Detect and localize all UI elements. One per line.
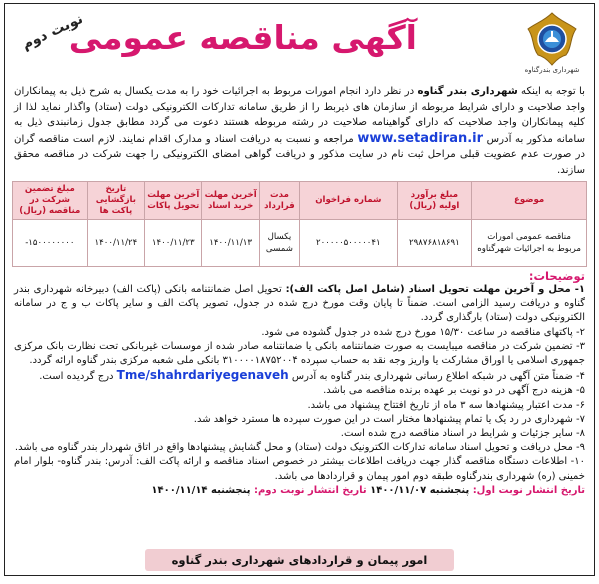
municipality-emblem-icon (523, 10, 581, 68)
publication-dates (12, 485, 585, 496)
second-publication-label: تاریخ انتشار نوبت دوم: (253, 484, 367, 496)
note-item (14, 455, 585, 483)
table-cell-estimate: ۲۹۸۷۶۸۱۸۶۹۱ (397, 220, 472, 267)
note-item (14, 368, 585, 384)
note-text: ۹- محل دریافت و تحویل اسناد سامانه تدارکات الکترونیک دولت (ستاد) و محل گشایش پیشنهادها واقع در اتاق شهردار بندر گناوه می باشد. (14, 442, 585, 454)
round-stamp: نوبت دوم (19, 10, 86, 54)
note-text: ۳- تضمین شرکت در مناقصه میبایست به صورت ضمانتنامه بانکی یا ضمانتنامه صادر شده از موسسات غیربانکی تحت نظارت بانک مرکزی جمهوری اسلامی یا اوراق مشارکت یا واریز وجه نقد به حساب سپرده ۳۱۰۰۰۰۱۸۷۵۲۰۰۴ بانکی ملی شعبه مرکزی بندر گناوه ارائه گردد. (14, 340, 585, 367)
intro-text-3: مراجعه و نسبت به دریافت اسناد و مدارک اقدام نمایند. لازم است مناقصه گران در صورت عدم عضویت قبلی مراحل ثبت نام در سایت مذکور و دریافت گواهی امضای الکترونیکی را جهت شرکت در مناقصه محقق سازند. (14, 133, 585, 176)
note-text: تحویل اصل ضمانتنامه بانکی (پاکت الف) دبیرخانه شهرداری بندر گناوه و دریافت رسید الزامی است. ضمناً تا پایان وقت مورخ درج شده در جدول، تصویر پاکت الف و سایر پاکات ب و ج در سامانه الکترونیکی دولت (ستاد) بارگذاری گردد. (14, 284, 585, 324)
table-header-cell: موضوع (472, 182, 587, 220)
intro-municipality-name: شهرداری بندر گناوه (417, 86, 518, 97)
notes-title: توضیحات: (528, 269, 585, 283)
municipality-logo (521, 10, 583, 80)
intro-text-2: در نظر دارد انجام امورات مربوط به اجرائیات خود را به مدت یکسال به شرح ذیل به پیمانکاران واجد صلاحیت و دارای شرایط مربوطه از سازمان های ذیربط را از طریق سامانه تدارکات الکترونیکی دولت (ستاد) واگذار نماید لذا از کلیه پیمانکاران واجد صلاحیت که دارای گواهینامه صلاحیت در رشته مربوطه هستند دعوت می گردد مطابق جدول زمانبندی ذیل به سامانه مذکور به آدرس (14, 86, 585, 145)
note-text: ۲- پاکتهای مناقصه در ساعت ۱۵/۳۰ مورخ درج شده در جدول گشوده می شود. (261, 326, 585, 338)
note-text-after: درج گردیده است. (39, 371, 117, 383)
note-item (14, 413, 585, 427)
tender-table (12, 181, 587, 267)
note-text: ۱۰- اطلاعات دستگاه مناقصه گذار جهت دریافت اطلاعات بیشتر در خصوص اسناد مناقصه و ارائه پاکت الف: آدرس: بندر گناوه- بلوار امام خمینی (ره) شهرداری بندرگناوه طبقه دوم امور پیمان و قراردادها می باشد. (14, 456, 585, 482)
note-text: ۶- مدت اعتبار پیشنهادها سه ۳ ماه از تاریخ افتتاح پیشنهاد می باشد. (307, 399, 585, 411)
table-cell-duration: یکسال شمسی (259, 220, 299, 267)
notes-list (14, 283, 585, 484)
table-header-row (13, 182, 587, 220)
setad-link[interactable]: www.setadiran.ir (357, 130, 484, 146)
table-cell-opening-date: ۱۴۰۰/۱۱/۲۴ (87, 220, 144, 267)
table-header-cell: تاریخ بازگشایی پاکت ها (87, 182, 144, 220)
table-header-cell: مبلغ تضمین شرکت در مناقصه (ریال) (13, 182, 88, 220)
tender-notice (4, 3, 595, 576)
note-text: ۵- هزینه درج آگهی در دو نوبت بر عهده برنده مناقصه می باشد. (323, 385, 585, 397)
note-item (14, 399, 585, 413)
note-text: ۸- سایر جزئیات و شرایط در اسناد مناقصه درج شده است. (340, 428, 585, 440)
table-header-cell: شماره فراخوان (300, 182, 398, 220)
table-header-cell: مدت قرارداد (259, 182, 299, 220)
footer-banner: امور پیمان و قراردادهای شهرداری بندر گناوه (145, 549, 454, 571)
note-text: ۷- شهرداری در رد یک یا تمام پیشنهادها مختار است در این صورت سپرده ها مسترد خواهد شد. (193, 413, 585, 425)
header (12, 10, 587, 84)
table-cell-subject: مناقصه عمومی امورات مربوط به اجرائیات شهرگناوه (472, 220, 587, 267)
intro-paragraph (14, 84, 585, 178)
table-header-cell: آخرین مهلت تحویل پاکات (145, 182, 202, 220)
table-cell-delivery-deadline: ۱۴۰۰/۱۱/۲۳ (145, 220, 202, 267)
note-item (14, 427, 585, 441)
table-header-cell: آخرین مهلت خرید اسناد (202, 182, 259, 220)
note-item (14, 340, 585, 368)
notice-title: آگهی مناقصه عمومی (68, 18, 417, 57)
table-cell-call-number: ۲۰۰۰۰۰۵۰۰۰۰۰۴۱ (300, 220, 398, 267)
table-cell-purchase-deadline: ۱۴۰۰/۱۱/۱۳ (202, 220, 259, 267)
table-row (13, 220, 587, 267)
first-publication-date: پنجشنبه ۱۴۰۰/۱۱/۰۷ (366, 484, 473, 496)
table-cell-guarantee: ۱۵۰۰۰۰۰۰۰۰- (13, 220, 88, 267)
telegram-link[interactable]: Tme/shahrdariyegenaveh (116, 368, 289, 383)
table-header-cell: مبلغ برآورد اولیه (ریال) (397, 182, 472, 220)
intro-text-1: با توجه به اینکه (517, 86, 585, 97)
note-item (14, 283, 585, 326)
first-publication-label: تاریخ انتشار نوبت اول: (472, 484, 585, 496)
second-publication-date: پنجشنبه ۱۴۰۰/۱۱/۱۴ (151, 484, 254, 496)
note-item (14, 441, 585, 455)
note-heading: ۱- محل و آخرین مهلت تحویل اسناد (شامل اصل پاکت الف): (285, 284, 585, 295)
logo-caption: شهرداری بندرگناوه (524, 66, 580, 74)
note-item (14, 326, 585, 340)
note-item (14, 384, 585, 398)
note-text: ۴- ضمناً متن آگهی در شبکه اطلاع رسانی شهرداری بندر گناوه به آدرس (288, 371, 585, 383)
